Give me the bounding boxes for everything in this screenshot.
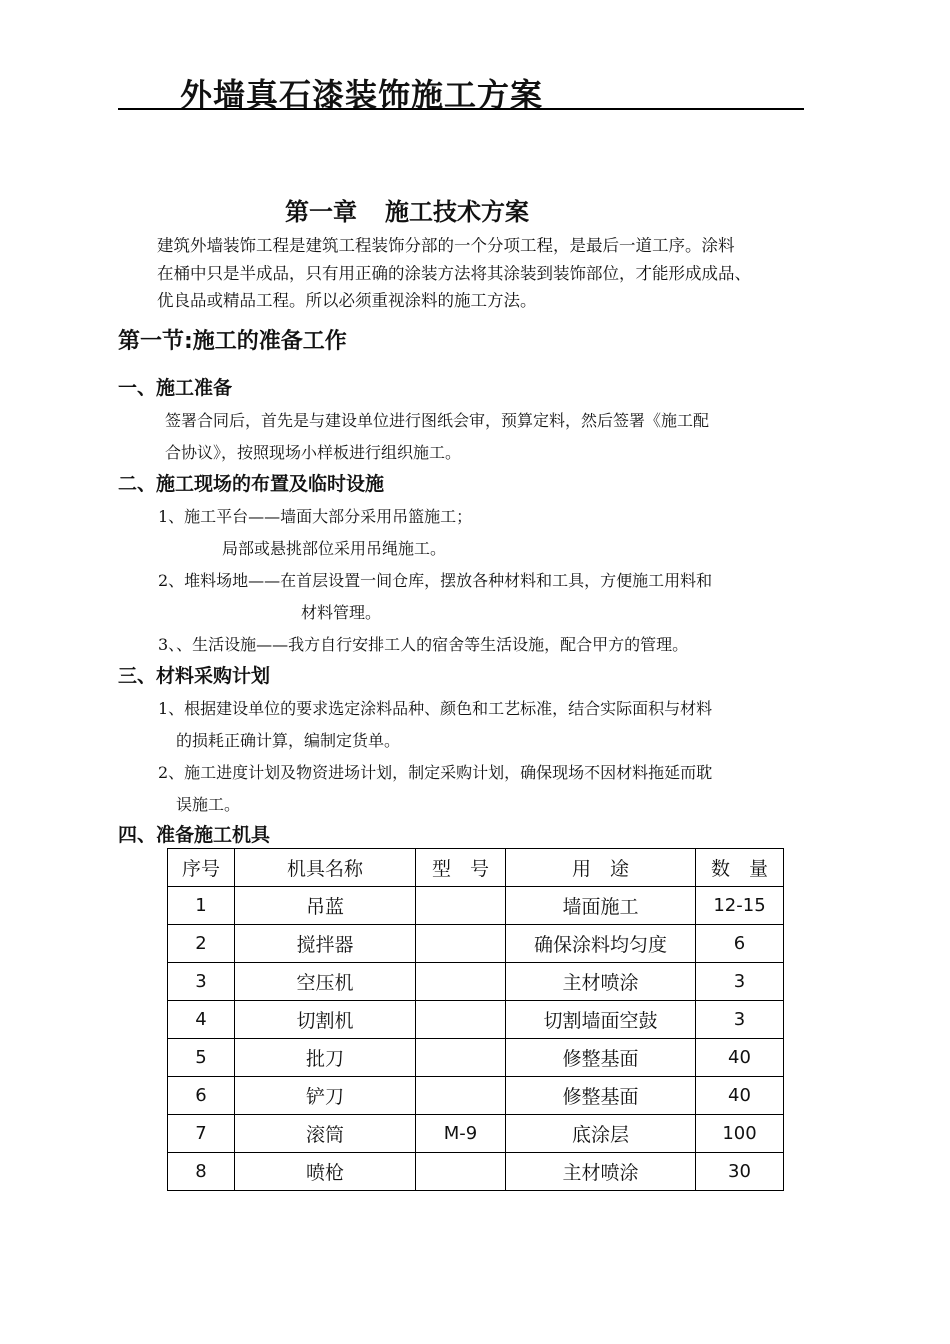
- cell-index: 4: [168, 1001, 235, 1039]
- table-row: [168, 1001, 784, 1039]
- cell-index: 5: [168, 1039, 235, 1077]
- sub3-item-2-cont: 误施工。: [176, 795, 241, 814]
- header-cell: 序号: [168, 849, 235, 887]
- header-cell: 型 号: [416, 849, 506, 887]
- cell-index: 7: [168, 1115, 235, 1153]
- cell-index: 1: [168, 887, 235, 925]
- intro-line-3: 优良品或精品工程。所以必须重视涂料的施工方法。: [157, 291, 537, 310]
- cell-quantity: 12-15: [696, 887, 784, 925]
- table-row: [168, 925, 784, 963]
- cell-model: [416, 1153, 506, 1191]
- cell-tool-name: 空压机: [235, 963, 416, 1001]
- subsection-heading-1: 一、施工准备: [118, 377, 233, 399]
- cell-tool-name: 吊蓝: [235, 887, 416, 925]
- cell-index: 8: [168, 1153, 235, 1191]
- intro-line-1: 建筑外墙装饰工程是建筑工程装饰分部的一个分项工程，是最后一道工序。涂料: [157, 236, 735, 255]
- subsection-heading-4: 四、准备施工机具: [118, 824, 271, 846]
- cell-model: [416, 925, 506, 963]
- cell-index: 3: [168, 963, 235, 1001]
- sub2-item-1-cont: 局部或悬挑部位采用吊绳施工。: [222, 539, 447, 558]
- cell-tool-name: 切割机: [235, 1001, 416, 1039]
- cell-quantity: 40: [696, 1039, 784, 1077]
- cell-tool-name: 滚筒: [235, 1115, 416, 1153]
- cell-model: [416, 1039, 506, 1077]
- chapter-name: 施工技术方案: [385, 197, 529, 226]
- cell-tool-name: 批刀: [235, 1039, 416, 1077]
- sub2-item-1: 1、施工平台——墙面大部分采用吊篮施工；: [158, 507, 473, 526]
- chapter-heading: [285, 192, 529, 227]
- cell-tool-name: 喷枪: [235, 1153, 416, 1191]
- sub2-item-2: 2、堆料场地——在首层设置一间仓库，摆放各种材料和工具，方便施工用料和: [158, 571, 713, 590]
- cell-tool-name: 铲刀: [235, 1077, 416, 1115]
- table-header-row: [168, 849, 784, 887]
- header-cell: 机具名称: [235, 849, 416, 887]
- table-row: [168, 1153, 784, 1191]
- cell-quantity: 40: [696, 1077, 784, 1115]
- cell-quantity: 100: [696, 1115, 784, 1153]
- document-title: 外墙真石漆装饰施工方案: [180, 76, 544, 114]
- cell-purpose: 底涂层: [506, 1115, 696, 1153]
- sub2-item-3: 3、、生活设施——我方自行安排工人的宿舍等生活设施，配合甲方的管理。: [158, 635, 689, 654]
- cell-quantity: 3: [696, 1001, 784, 1039]
- cell-quantity: 3: [696, 963, 784, 1001]
- cell-model: [416, 963, 506, 1001]
- cell-purpose: 确保涂料均匀度: [506, 925, 696, 963]
- cell-quantity: 30: [696, 1153, 784, 1191]
- cell-purpose: 修整基面: [506, 1039, 696, 1077]
- cell-model: [416, 887, 506, 925]
- sub3-item-2: 2、施工进度计划及物资进场计划，制定采购计划，确保现场不因材料拖延而耽: [158, 763, 713, 782]
- table-row: [168, 1077, 784, 1115]
- cell-model: M-9: [416, 1115, 506, 1153]
- cell-purpose: 切割墙面空鼓: [506, 1001, 696, 1039]
- cell-index: 2: [168, 925, 235, 963]
- cell-purpose: 主材喷涂: [506, 1153, 696, 1191]
- table-row: [168, 1115, 784, 1153]
- sub1-line-1: 签署合同后，首先是与建设单位进行图纸会审，预算定料，然后签署《施工配: [165, 411, 710, 430]
- cell-model: [416, 1077, 506, 1115]
- cell-tool-name: 搅拌器: [235, 925, 416, 963]
- tools-table: [167, 848, 784, 1191]
- subsection-heading-2: 二、施工现场的布置及临时设施: [118, 473, 385, 495]
- cell-index: 6: [168, 1077, 235, 1115]
- cell-purpose: 修整基面: [506, 1077, 696, 1115]
- cell-quantity: 6: [696, 925, 784, 963]
- cell-purpose: 主材喷涂: [506, 963, 696, 1001]
- intro-line-2: 在桶中只是半成品，只有用正确的涂装方法将其涂装到装饰部位，才能形成成品、: [157, 264, 751, 283]
- sub3-item-1: 1、根据建设单位的要求选定涂料品种、颜色和工艺标准，结合实际面积与材料: [158, 699, 713, 718]
- subsection-heading-3: 三、材料采购计划: [118, 665, 271, 687]
- table-row: [168, 887, 784, 925]
- cell-model: [416, 1001, 506, 1039]
- sub3-item-1-cont: 的损耗正确计算，编制定货单。: [176, 731, 401, 750]
- header-cell: 用 途: [506, 849, 696, 887]
- chapter-number: 第一章: [285, 197, 357, 226]
- header-cell: 数 量: [696, 849, 784, 887]
- section-title: 第一节:施工的准备工作: [118, 329, 347, 354]
- table-row: [168, 963, 784, 1001]
- title-underline: [118, 108, 804, 110]
- sub2-item-2-cont: 材料管理。: [301, 603, 382, 622]
- cell-purpose: 墙面施工: [506, 887, 696, 925]
- sub1-line-2: 合协议》，按照现场小样板进行组织施工。: [165, 443, 462, 462]
- table-row: [168, 1039, 784, 1077]
